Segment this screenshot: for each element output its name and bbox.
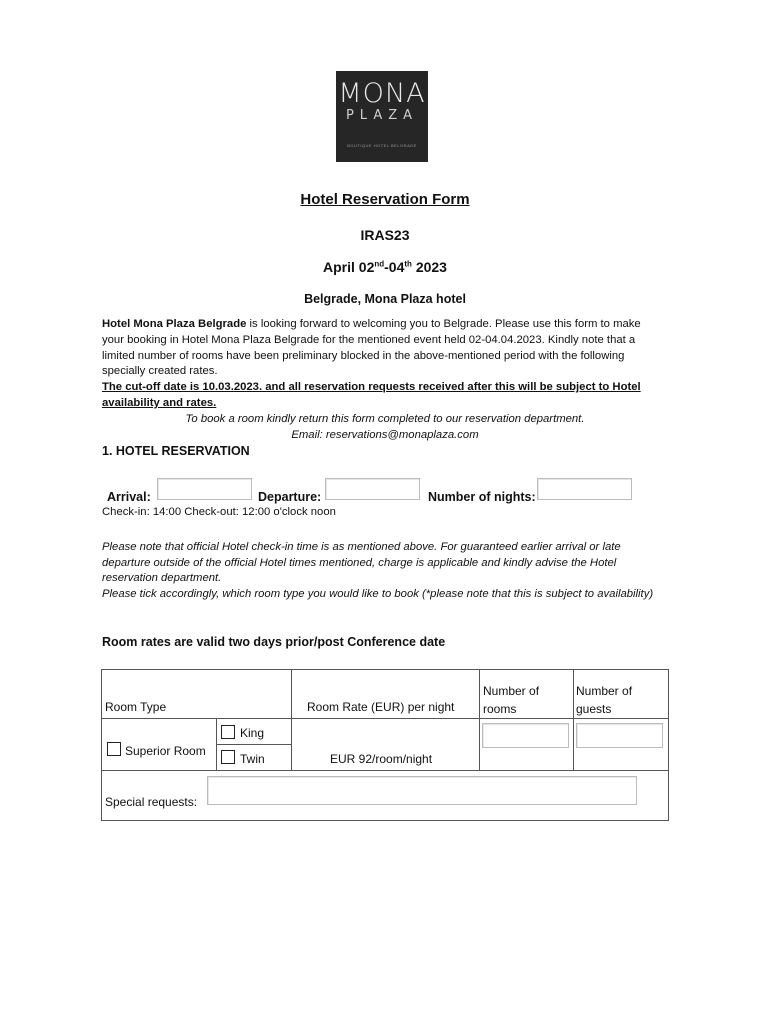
form-title: Hotel Reservation Form <box>300 191 470 208</box>
arrival-input[interactable] <box>157 478 252 500</box>
rates-validity: Room rates are valid two days prior/post Conference date <box>102 635 446 649</box>
number-guests-input[interactable] <box>576 723 663 748</box>
logo-line2: PLAZA <box>345 108 419 123</box>
departure-label: Departure: <box>258 490 322 504</box>
twin-bed-label: Twin <box>240 752 265 766</box>
room-rate-value: EUR 92/room/night <box>330 752 433 766</box>
header-room-type: Room Type <box>105 700 167 714</box>
arrival-label: Arrival: <box>107 490 151 504</box>
reservation-email: Email: reservations@monaplaza.com <box>291 428 479 441</box>
section-title: 1. HOTEL RESERVATION <box>102 444 250 458</box>
header-number-rooms: Number of rooms <box>483 684 540 716</box>
event-venue: Belgrade, Mona Plaza hotel <box>304 292 466 306</box>
logo-line1: MONA <box>338 78 426 109</box>
return-instructions: To book a room kindly return this form completed to our reservation department. Email: reservations@monaplaza.com <box>0 412 770 444</box>
intro-paragraph: Hotel Mona Plaza Belgrade is looking forward to welcoming you to Belgrade. Please use this form to make your booking in Hotel Mona Plaza Belgrade for the mentioned event held 02-04.04.2023. Kindly note that a limited number of rooms have been preliminary blocked in the above-mentioned period with the following specially created rates. <box>102 318 641 378</box>
reservation-table <box>101 669 669 821</box>
cutoff-notice: The cut-off date is 10.03.2023. and all reservation requests received after this will be subject to Hotel availability and rates. <box>102 381 641 409</box>
nights-label: Number of nights: <box>428 490 536 504</box>
special-requests-label: Special requests: <box>105 795 198 809</box>
checkin-times: Check-in: 14:00 Check-out: 12:00 o'clock noon <box>102 506 336 518</box>
header-number-guests: Number of guests <box>576 684 633 716</box>
event-dates: April 02nd-04th 2023 <box>323 259 447 275</box>
special-requests-input[interactable] <box>207 776 637 805</box>
room-superior-label: Superior Room <box>125 744 206 758</box>
nights-input[interactable] <box>537 478 632 500</box>
tick-instruction: Please tick accordingly, which room type you would like to book (*please note that this is subject to availability) <box>102 587 654 600</box>
checkin-note: Please note that official Hotel check-in time is as mentioned above. For guaranteed earlier arrival or late departure outside of the official Hotel times mentioned, charge is applicable and kindly advise the Hotel reservation department. Please tick accordingly, which room type you would like to book (*please note that this is subject to availability) <box>102 540 662 602</box>
king-bed-label: King <box>240 726 265 740</box>
number-rooms-input[interactable] <box>482 723 569 748</box>
header-room-rate: Room Rate (EUR) per night <box>307 700 455 714</box>
event-code: IRAS23 <box>360 227 410 243</box>
superior-room-checkbox[interactable] <box>107 742 121 756</box>
logo-tagline: BOUTIQUE HOTEL BELGRADE <box>347 143 417 148</box>
hotel-logo <box>336 71 428 162</box>
king-bed-checkbox[interactable] <box>221 725 235 739</box>
departure-input[interactable] <box>325 478 420 500</box>
twin-bed-checkbox[interactable] <box>221 750 235 764</box>
